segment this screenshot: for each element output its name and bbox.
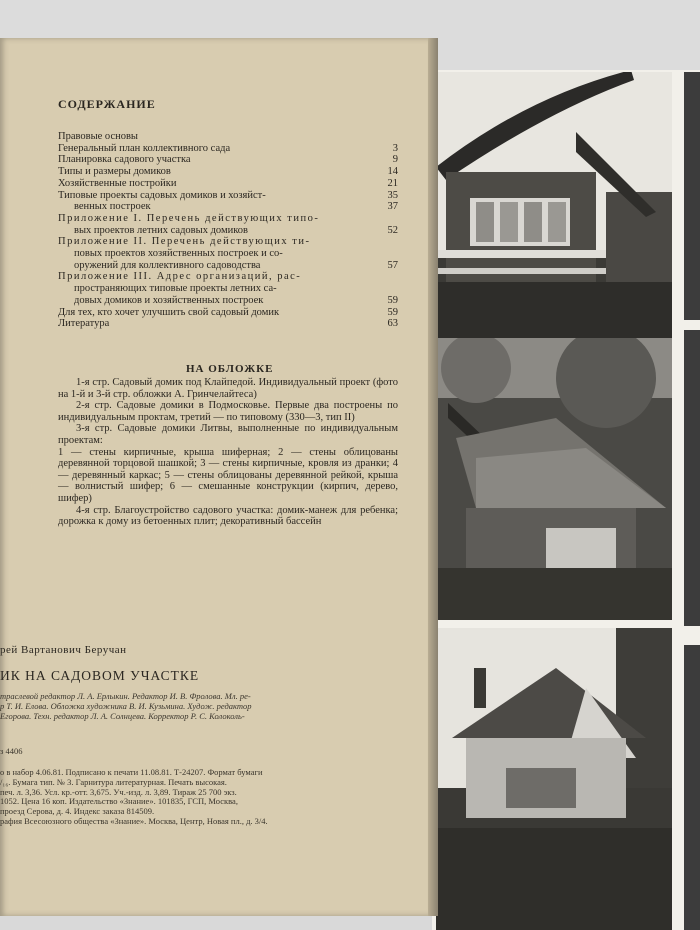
toc-entry: оружений для коллективного садоводства 57 (74, 259, 398, 271)
toc-entry: Генеральный план коллективного сада 3 (58, 142, 398, 154)
cover-paragraph: 3-я стр. Садовые домики Литвы, выполненные по индивидуальным проектам: (58, 423, 398, 446)
photo-edge (684, 330, 700, 626)
toc-entry: повых проектов хозяйственных построек и со- (74, 248, 283, 260)
author-name: рей Вартанович Беручан (0, 644, 127, 656)
toc-title: СОДЕРЖАНИЕ (58, 97, 156, 111)
photo-house-curved-roof (436, 72, 672, 338)
photo-house-a-frame (436, 628, 672, 930)
credits-line: Егорова. Техн. редактор Л. А. Солнцева. Корректор Р. С. Колоколь- (0, 711, 245, 721)
photo-edge (684, 645, 700, 930)
photo-house-gable-roof (436, 338, 672, 620)
toc-entry: Для тех, кто хочет улучшить свой садовый домик 59 (58, 306, 398, 318)
toc-entry: Приложение III. Адрес организаций, рас- (58, 271, 302, 283)
cover-paragraph: 1 — стены кирпичные, крыша шиферная; 2 — стены облицованы деревянной торцовой шашкой; 3 — стены кирпичные, кровля из дранки; 4 — деревянный каркас; 5 — стены облицованы деревянной рейкой, крыша — волнистый шифер; 6 — смешанные конструкции (кирпич, дерево, шифер) (58, 446, 398, 504)
credits-line: траслевой редактор Л. А. Ерлыкин. Редактор И. В. Фролова. Мл. ре- (0, 691, 251, 701)
toc-entry: пространяющих типовые проекты летних са- (74, 283, 277, 295)
imprint-line: о в набор 4.06.81. Подписано к печати 11.08.81. Т-24207. Формат бумаги (0, 767, 263, 777)
cover-paragraph: 2-я стр. Садовые домики в Подмосковье. Первые два построены по индивидуальным проктам, третий — по типовому (330—3, тип II) (58, 400, 398, 423)
imprint (0, 768, 402, 827)
imprint-line: проезд Серова, д. 4. Индекс заказа 814509. (0, 806, 155, 817)
imprint-line: рафия Всесоюзного общества «Знание». Москва, Центр, Новая пл., д. 3/4. (0, 815, 268, 826)
imprint-line: 1052. Цена 16 коп. Издательство «Знание». 101835, ГСП, Москва, (0, 796, 238, 807)
imprint-line: печ. л. 3,36. Усл. кр.-отт. 3,675. Уч.-изд. л. 3,89. Тираж 25 700 экз. (0, 786, 237, 797)
toc-entry: Хозяйственные постройки 21 (58, 177, 398, 189)
order-number: з 4406 (0, 746, 23, 756)
toc-entry: Типовые проекты садовых домиков и хозяйст- 35 (58, 189, 398, 201)
toc-entry: венных построек 37 (74, 201, 398, 213)
cover-paragraph: 1-я стр. Садовый домик под Клайпедой. Индивидуальный проект (фото на 1-й и 3-й стр. обложки А. Гринчелайтеса) (58, 377, 398, 400)
credits-line: р Т. И. Елова. Обложка художника В. И. Кузьмина. Худож. редактор (0, 701, 252, 711)
toc-entry: довых домиков и хозяйственных построек 59 (74, 294, 398, 306)
toc-entry: Правовые основы (58, 131, 138, 142)
photo-edge (684, 72, 700, 320)
imprint-line: /₁₆. Бумага тип. № 3. Гарнитура литературная. Печать высокая. (0, 776, 227, 787)
toc-entry: вых проектов летних садовых домиков 52 (74, 224, 398, 236)
credits (0, 691, 400, 721)
cover-section-title: НА ОБЛОЖКЕ (186, 363, 274, 375)
cover-description (58, 377, 398, 528)
toc-entry: Типы и размеры домиков 14 (58, 166, 398, 178)
toc-entry: Приложение II. Перечень действующих ти- (58, 236, 311, 248)
book-spine (428, 38, 438, 916)
book-title: ИК НА САДОВОМ УЧАСТКЕ (0, 668, 200, 683)
toc-entry: Литература 63 (58, 318, 398, 330)
cover-paragraph: 4-я стр. Благоустройство садового участка: домик-манеж для ребенка; дорожка к дому из бетоенных плит; декоративный бассейн (58, 504, 398, 528)
toc-entry: Приложение I. Перечень действующих типо- (58, 212, 320, 224)
toc-entry: Планировка садового участка 9 (58, 154, 398, 166)
toc-list (58, 131, 398, 330)
